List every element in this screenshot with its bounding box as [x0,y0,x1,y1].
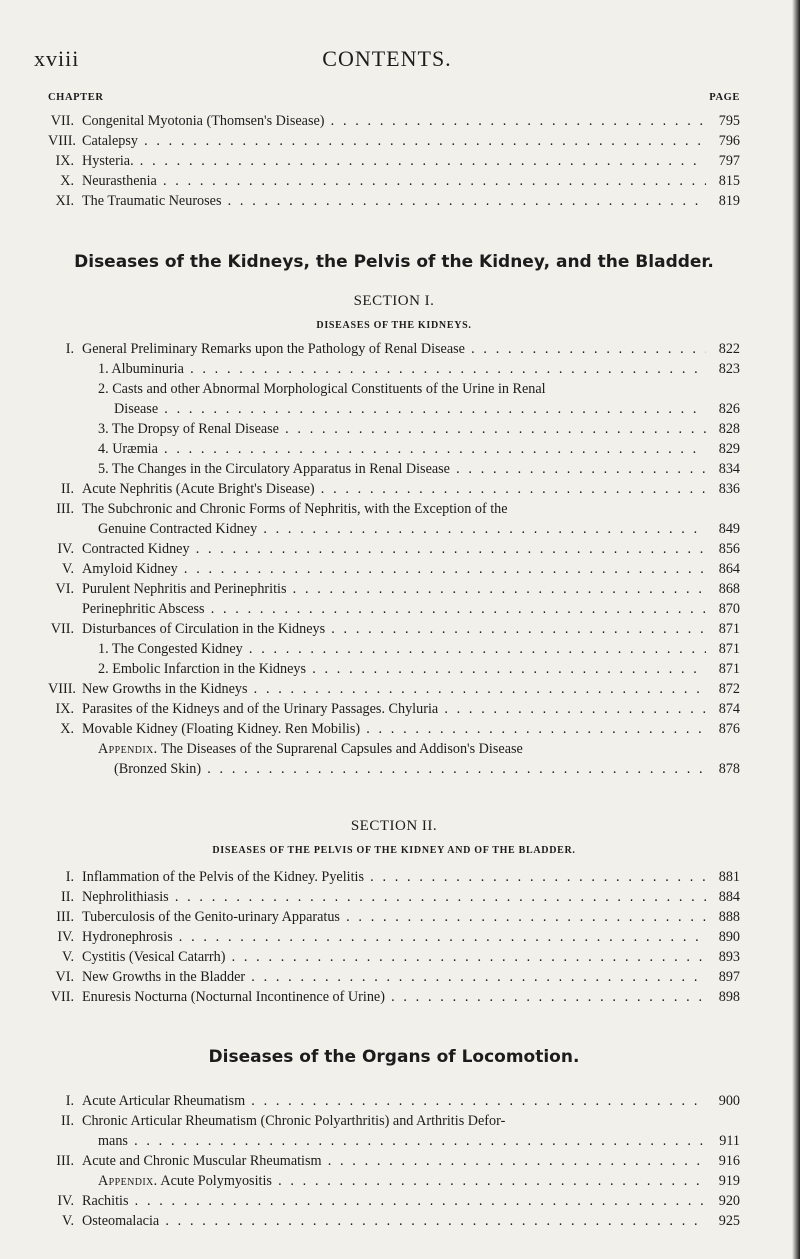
toc-entry: VIII. New Growths in the Kidneys . . . 872 [48,679,740,699]
toc-entry: Appendix. The Diseases of the Suprarenal Capsules and Addison's Disease [98,741,523,757]
toc-entry: II. Chronic Articular Rheumatism (Chronic Polyarthritis) and Arthritis Defor- [61,1113,506,1129]
toc-entry: V. Amyloid Kidney . . . 864 [48,559,740,579]
toc-entry: VI. New Growths in the Bladder . . . 897 [48,967,740,987]
toc-entry: II. Nephrolithiasis . . . 884 [48,887,740,907]
section-1-subheading [48,320,740,334]
toc-entry: IV. Rachitis . . . 920 [48,1191,740,1211]
toc-entry: Genuine Contracted Kidney . . . 849 [48,519,740,539]
section-2-heading [48,818,740,838]
toc-entry: X. Neurasthenia . . . 815 [48,171,740,191]
toc-list-section-1 [48,339,740,779]
toc-list-locomotion [48,1091,740,1231]
toc-entry: mans . . . 911 [48,1131,740,1151]
toc-list-top [48,111,740,211]
page-column-heading: PAGE [709,92,740,103]
toc-entry: VIII. Catalepsy . . . 796 [48,131,740,151]
toc-entry: III. Acute and Chronic Muscular Rheumatism . . . 916 [48,1151,740,1171]
section-sublabel: DISEASES OF THE KIDNEYS. [316,320,472,331]
toc-entry: (Bronzed Skin) . . . 878 [48,759,740,779]
toc-entry: 1. The Congested Kidney . . . 871 [48,639,740,659]
toc-entry: III. The Subchronic and Chronic Forms of Nephritis, with the Exception of the [56,501,508,517]
toc-entry: III. Tuberculosis of the Genito-urinary Apparatus . . . 888 [48,907,740,927]
part-title: Diseases of the Kidneys, the Pelvis of the Kidney, and the Bladder. [74,252,714,272]
toc-entry: VI. Purulent Nephritis and Perinephritis . . . 868 [48,579,740,599]
running-head: CONTENTS. [322,46,452,71]
section-2-subheading [48,845,740,859]
part-title: Diseases of the Organs of Locomotion. [208,1047,580,1067]
page-header [34,46,740,82]
toc-entry: V. Cystitis (Vesical Catarrh) . . . 893 [48,947,740,967]
toc-entry: 2. Embolic Infarction in the Kidneys . . . 871 [48,659,740,679]
toc-entry: VII. Enuresis Nocturna (Nocturnal Incontinence of Urine) . . . 898 [48,987,740,1007]
toc-entry: VII. Disturbances of Circulation in the Kidneys . . . 871 [48,619,740,639]
toc-entry: X. Movable Kidney (Floating Kidney. Ren Mobilis) . . . 876 [48,719,740,739]
toc-entry: XI. The Traumatic Neuroses . . . 819 [48,191,740,211]
toc-entry: Disease . . . 826 [48,399,740,419]
toc-entry: II. Acute Nephritis (Acute Bright's Disease) . . . 836 [48,479,740,499]
toc-entry: 1. Albuminuria . . . 823 [48,359,740,379]
toc-entry: IX. Parasites of the Kidneys and of the Urinary Passages. Chyluria . . . 874 [48,699,740,719]
section-label: SECTION II. [350,818,438,834]
toc-entry: IV. Contracted Kidney . . . 856 [48,539,740,559]
toc-entry: 2. Casts and other Abnormal Morphological Constituents of the Urine in Renal [98,381,546,397]
page-number: xviii [34,46,80,71]
toc-entry: VII. Congenital Myotonia (Thomsen's Disease) . . . 795 [48,111,740,131]
toc-entry: Perinephritic Abscess . . . 870 [48,599,740,619]
toc-entry: IV. Hydronephrosis . . . 890 [48,927,740,947]
toc-entry: I. General Preliminary Remarks upon the Pathology of Renal Disease . . . 822 [48,339,740,359]
toc-entry: 3. The Dropsy of Renal Disease . . . 828 [48,419,740,439]
toc-entry: 4. Uræmia . . . 829 [48,439,740,459]
part-heading-kidneys [48,252,740,276]
section-1-heading [48,293,740,313]
chapter-column-heading: CHAPTER [48,92,104,103]
toc-list-section-2 [48,867,740,1007]
section-label: SECTION I. [353,293,435,309]
part-heading-locomotion [48,1047,740,1071]
toc-entry: I. Acute Articular Rheumatism . . . 900 [48,1091,740,1111]
toc-entry: V. Osteomalacia . . . 925 [48,1211,740,1231]
toc-entry: Appendix. Acute Polymyositis . . . 919 [48,1171,740,1191]
toc-entry: IX. Hysteria. . . . 797 [48,151,740,171]
binding-shadow [792,0,800,1259]
section-sublabel: DISEASES OF THE PELVIS OF THE KIDNEY AND OF THE BLADDER. [212,845,576,856]
toc-entry: I. Inflammation of the Pelvis of the Kidney. Pyelitis . . . 881 [48,867,740,887]
toc-entry: 5. The Changes in the Circulatory Apparatus in Renal Disease . . . 834 [48,459,740,479]
